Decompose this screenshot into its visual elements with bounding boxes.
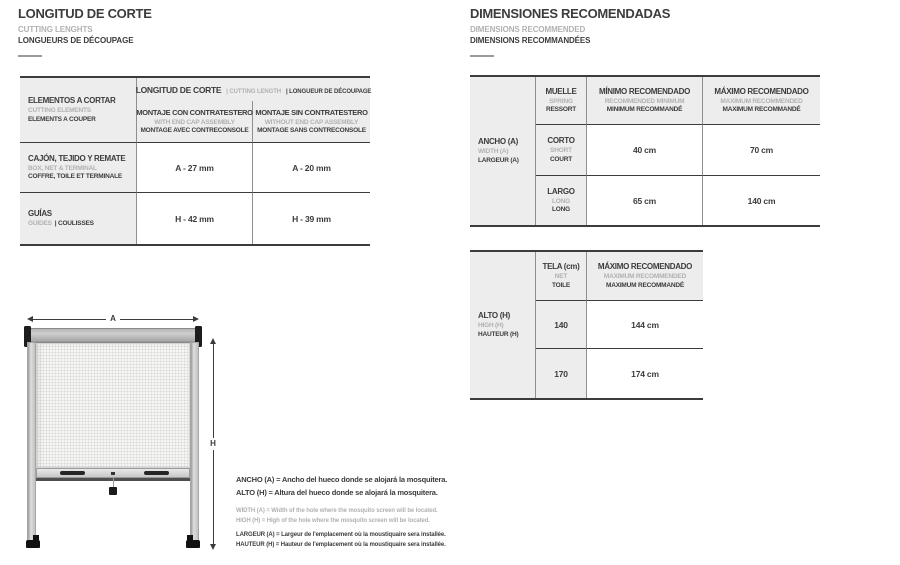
row1-label-fr: COFFRE, TOILE ET TERMINALE — [28, 173, 122, 180]
dimensions-title-block — [470, 6, 670, 57]
net-170-cell — [536, 349, 587, 398]
long-es: LARGO — [547, 186, 575, 196]
dimension-line — [213, 450, 214, 544]
min-fr: MINIMUM RECOMMANDÉ — [606, 106, 683, 113]
value-box-without — [253, 142, 370, 192]
pull-tab — [109, 487, 117, 495]
width-header-es: ANCHO (A) — [478, 137, 518, 146]
value-70cm: 70 cm — [749, 145, 774, 155]
row-label-guides — [20, 192, 137, 244]
value-guides-without — [253, 192, 370, 244]
height-header-es: ALTO (H) — [478, 311, 510, 320]
row2-label-es: GUÍAS — [28, 208, 52, 218]
spring-fr: RESSORT — [545, 106, 577, 113]
title-rule — [470, 55, 494, 57]
spring-long-cell — [536, 176, 587, 225]
without-header-fr: MONTAGE SANS CONTRECONSOLE — [257, 127, 366, 134]
row1-label-en: BOX, NET & TERMINAL — [28, 164, 97, 172]
short-fr: COURT — [549, 155, 573, 163]
net-column-header — [536, 252, 587, 301]
net-es: TELA (cm) — [542, 262, 580, 271]
note-width: WIDTH (A) = Width of the hole where the mosquito screen will be located. — [236, 508, 438, 514]
with-header-en: WITH END CAP ASSEMBLY — [154, 118, 235, 126]
width-header-en: WIDTH (A) — [478, 148, 509, 155]
cutting-lengths-table — [20, 76, 370, 246]
spring-column-header — [536, 77, 587, 125]
max-144-cell — [587, 301, 703, 349]
cutting-title-fr: LONGUEURS DE DÉCOUPAGE — [18, 36, 134, 45]
short-es: CORTO — [547, 136, 575, 145]
cutting-table-span-header — [137, 78, 370, 101]
handle-left — [60, 471, 85, 475]
column-header-with-end-cap — [137, 101, 253, 142]
pull-cord — [113, 478, 114, 487]
side-guide-right — [190, 342, 199, 542]
value-net-170: 170 — [554, 368, 568, 379]
title-rule — [18, 55, 42, 57]
handle-right — [144, 471, 169, 475]
value-box-with — [137, 142, 253, 192]
min-en: RECOMMENDED MINIMUM — [604, 97, 685, 105]
spring-es: MUELLE — [545, 86, 577, 96]
cutting-table-corner-cell — [20, 78, 137, 142]
note-alto: ALTO (H) = Altura del hueco donde se alojará la mosquitera. — [236, 487, 438, 497]
row2-label-fr: | COULISSES — [54, 219, 94, 227]
height-dimension-arrow — [208, 338, 218, 550]
dimension-line — [120, 319, 193, 320]
mosquito-screen-diagram — [20, 308, 235, 560]
net-fr: TOILE — [551, 281, 571, 289]
dimensions-title-fr: DIMENSIONS RECOMMANDÉES — [470, 36, 591, 45]
max-es: MÁXIMO RECOMENDADO — [714, 86, 809, 96]
height-row-header — [470, 252, 536, 398]
width-dimension-label: A — [110, 314, 116, 323]
value-65cm: 65 cm — [632, 195, 657, 206]
arrow-right-icon — [193, 316, 199, 322]
arrow-down-icon — [210, 544, 216, 550]
height-dimension-label: H — [210, 439, 216, 448]
row-label-box-net-terminal — [20, 142, 137, 192]
foot-right — [186, 540, 200, 548]
cutting-title-en: CUTTING LENGHTS — [18, 25, 93, 34]
max-fr: MAXIMUM RECOMMANDÉ — [722, 106, 801, 113]
span-header-fr: | LONGUEUR DE DÉCOUPAGE — [286, 88, 372, 95]
short-max-value — [703, 125, 820, 176]
net-140-cell — [536, 301, 587, 349]
roller-cassette — [26, 328, 202, 343]
dimensions-title-es: DIMENSIONES RECOMENDADAS — [470, 6, 671, 21]
long-fr: LONG — [552, 206, 570, 213]
height-recommendations-table — [470, 250, 703, 400]
note-hauteur: HAUTEUR (H) = Hauteur de l'emplacement où la moustiquaire sera installée. — [236, 542, 446, 548]
width-dimension-arrow — [27, 314, 199, 324]
max-en: MAXIMUM RECOMMENDED — [720, 97, 803, 105]
min-recommended-header — [587, 77, 703, 125]
span-header-es: LONGITUD DE CORTE — [135, 84, 222, 95]
max-174-cell — [587, 349, 703, 398]
short-en: SHORT — [550, 147, 572, 154]
row1-label-es: CAJÓN, TEJIDO Y REMATE — [28, 153, 126, 163]
long-en: LONG — [552, 197, 570, 205]
value-net-140: 140 — [554, 319, 568, 330]
value-174cm: 174 cm — [631, 368, 659, 379]
value-144cm: 144 cm — [631, 319, 659, 330]
note-largeur: LARGEUR (A) = Largeur de l'emplacement où la moustiquaire sera installée. — [236, 532, 446, 538]
spring-short-cell — [536, 125, 587, 176]
net-en: NET — [554, 273, 568, 280]
dimensions-title-en: DIMENSIONS RECOMMENDED — [470, 25, 586, 34]
max-recommended-header — [703, 77, 820, 125]
corner-label-es: ELEMENTOS A CORTAR — [28, 96, 116, 105]
value-40cm: 40 cm — [632, 145, 657, 155]
side-guide-left — [27, 342, 36, 542]
mosquito-mesh — [36, 343, 190, 468]
width-row-header — [470, 77, 536, 225]
long-min-value — [587, 176, 703, 225]
with-header-fr: MONTAGE AVEC CONTRECONSOLE — [140, 127, 249, 134]
hmax-es: MÁXIMO RECOMENDADO — [597, 262, 693, 271]
height-header-en: HIGH (H) — [478, 322, 504, 329]
value-guides-with — [137, 192, 253, 244]
long-max-value — [703, 176, 820, 225]
height-max-header — [587, 252, 703, 301]
short-min-value — [587, 125, 703, 176]
span-header-en: | CUTTING LENGTH — [226, 88, 282, 95]
foot-left — [26, 540, 40, 548]
hmax-fr: MAXIMUM RECOMMANDÉ — [605, 281, 684, 289]
value-140cm: 140 cm — [747, 195, 776, 206]
cutting-title-es: LONGITUD DE CORTE — [18, 6, 152, 21]
note-high: HIGH (H) = High of the hole where the mosquito screen will be located. — [236, 518, 430, 524]
value-a20: A - 20 mm — [292, 162, 331, 173]
without-header-en: WITHOUT END CAP ASSEMBLY — [264, 118, 359, 126]
value-h39: H - 39 mm — [292, 213, 331, 224]
width-header-fr: LARGEUR (A) — [478, 156, 519, 164]
corner-label-fr: ELEMENTS A COUPER — [28, 115, 96, 123]
note-ancho: ANCHO (A) = Ancho del hueco donde se alojará la mosquitera. — [236, 475, 448, 484]
spring-en: SPRING — [549, 97, 573, 105]
dimension-line — [33, 319, 106, 320]
width-recommendations-table — [470, 75, 820, 227]
with-header-es: MONTAJE CON CONTRATESTERO — [136, 107, 253, 117]
value-a27: A - 27 mm — [175, 162, 214, 173]
height-header-fr: HAUTEUR (H) — [478, 330, 519, 338]
center-latch — [111, 472, 115, 475]
column-header-without-end-cap — [253, 101, 370, 142]
dimension-definitions — [236, 474, 476, 550]
cutting-lengths-title-block — [18, 6, 152, 57]
min-es: MÍNIMO RECOMENDADO — [598, 86, 691, 96]
hmax-en: MAXIMUM RECOMMENDED — [603, 273, 687, 280]
value-h42: H - 42 mm — [175, 213, 214, 224]
without-header-es: MONTAJE SIN CONTRATESTERO — [255, 107, 368, 117]
corner-label-en: CUTTING ELEMENTS — [28, 107, 91, 114]
row2-label-en: GUIDES — [28, 219, 52, 227]
dimension-line — [213, 344, 214, 438]
